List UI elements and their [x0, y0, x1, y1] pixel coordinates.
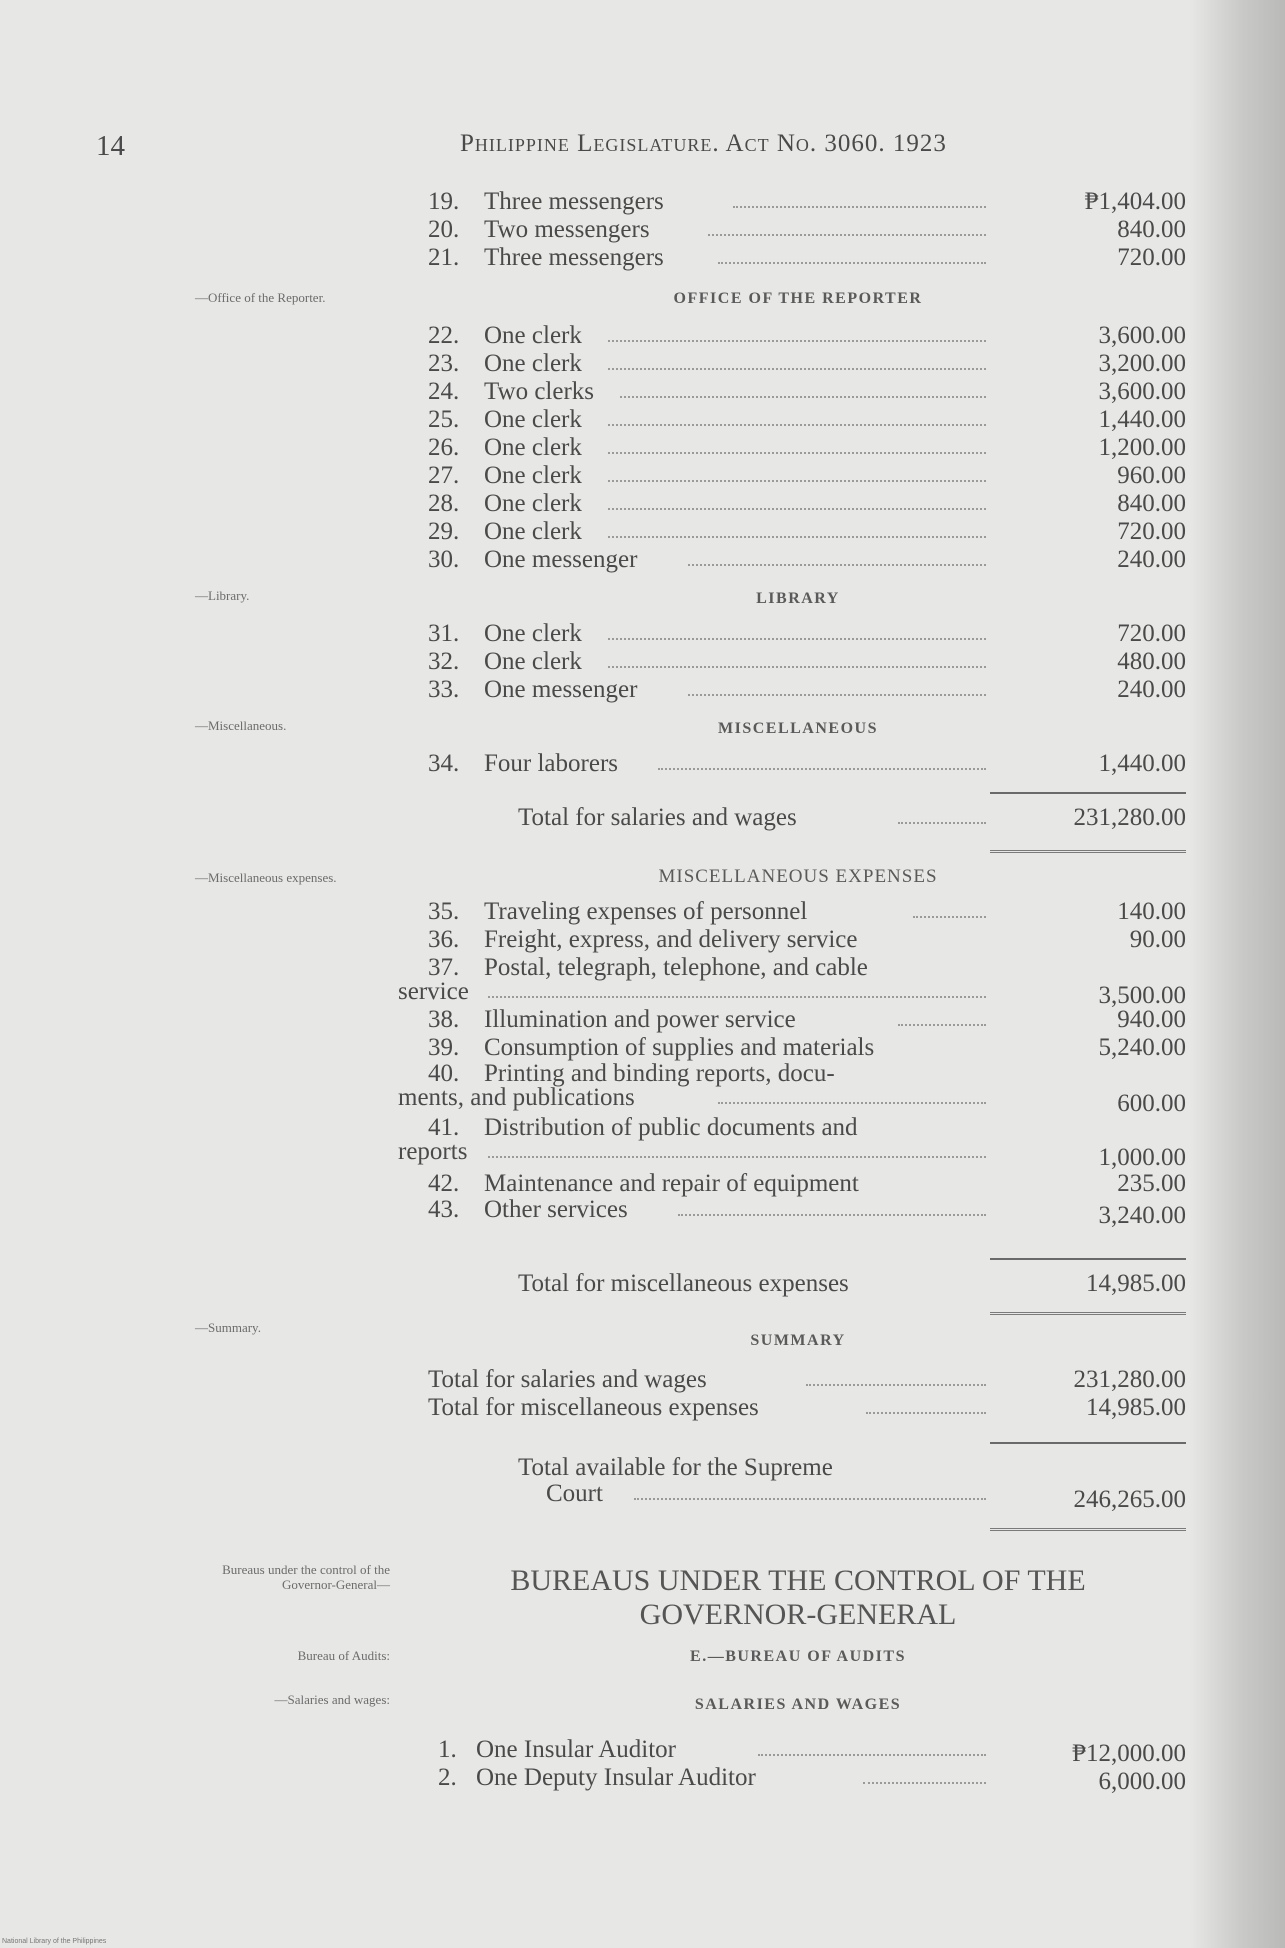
margin-note-salaries: —Salaries and wages: — [274, 1692, 390, 1707]
subtotal-rule — [990, 792, 1186, 794]
list-item: 38. Illumination and power service 940.00 — [428, 1006, 1186, 1033]
total-double-rule — [990, 850, 1186, 856]
margin-note-library: —Library. — [195, 588, 250, 603]
section-heading-summary: SUMMARY — [750, 1332, 846, 1349]
running-head: Philippine Legislature. Act No. 3060. 1923 — [460, 130, 947, 157]
margin-note-summary: —Summary. — [195, 1320, 261, 1335]
list-item: 42. Maintenance and repair of equipment 235.00 — [428, 1170, 1186, 1197]
list-item: 2. One Deputy Insular Auditor 6,000.00 — [438, 1764, 1186, 1795]
list-item: 1. One Insular Auditor ₱12,000.00 — [438, 1736, 1186, 1767]
total-row: Total for salaries and wages 231,280.00 — [518, 804, 1186, 831]
page-number: 14 — [96, 130, 125, 162]
subtotal-rule — [990, 1442, 1186, 1444]
bureaus-title-line-2: GOVERNOR-GENERAL — [639, 1598, 957, 1631]
page-header — [0, 130, 1285, 164]
list-item: 24. Two clerks 3,600.00 — [428, 378, 1186, 405]
list-item: 36. Freight, express, and delivery service 90.00 — [428, 926, 1186, 953]
list-item: 41. Distribution of public documents and — [428, 1114, 858, 1141]
list-item: 40. Printing and binding reports, docu- — [428, 1060, 835, 1087]
list-item: 27. One clerk 960.00 — [428, 462, 1186, 489]
list-item: 37. Postal, telegraph, telephone, and cable — [428, 954, 868, 981]
list-item: 21. Three messengers 720.00 — [428, 244, 1186, 271]
list-item: 28. One clerk 840.00 — [428, 490, 1186, 517]
list-item-continuation: ments, and publications 600.00 — [398, 1084, 1186, 1117]
list-item-continuation: service 3,500.00 — [398, 978, 1186, 1009]
list-item: 39. Consumption of supplies and materials 5,240.00 — [428, 1034, 1186, 1061]
total-row: Total for miscellaneous expenses 14,985.00 — [518, 1270, 1186, 1297]
margin-note-bureaus: Bureaus under the control of the Governor-General— — [222, 1562, 390, 1592]
section-heading-misc-expenses: MISCELLANEOUS EXPENSES — [658, 866, 938, 887]
list-item: 25. One clerk 1,440.00 — [428, 406, 1186, 433]
total-double-rule — [990, 1312, 1186, 1318]
margin-note-audits: Bureau of Audits: — [297, 1648, 390, 1663]
section-heading-bureau-of-audits: E.—BUREAU OF AUDITS — [690, 1648, 906, 1665]
list-item: 43. Other services 3,240.00 — [428, 1196, 1186, 1229]
list-item: 23. One clerk 3,200.00 — [428, 350, 1186, 377]
section-heading-library: LIBRARY — [756, 590, 840, 607]
section-heading-miscellaneous: MISCELLANEOUS — [718, 720, 878, 737]
list-item: 35. Traveling expenses of personnel 140.00 — [428, 898, 1186, 925]
bureaus-title-line-1: BUREAUS UNDER THE CONTROL OF THE — [510, 1564, 1086, 1597]
list-item: 33. One messenger 240.00 — [428, 676, 1186, 703]
list-item: 22. One clerk 3,600.00 — [428, 322, 1186, 349]
list-item: 30. One messenger 240.00 — [428, 546, 1186, 573]
grand-total-row: Total available for the Supreme — [518, 1454, 833, 1481]
margin-note-reporter: —Office of the Reporter. — [195, 290, 326, 305]
list-item: 31. One clerk 720.00 — [428, 620, 1186, 647]
total-double-rule — [990, 1528, 1186, 1534]
summary-row: Total for salaries and wages 231,280.00 — [428, 1366, 1186, 1393]
section-heading-reporter: OFFICE OF THE REPORTER — [673, 290, 923, 307]
list-item: 19. Three messengers ₱1,404.00 — [428, 188, 1186, 215]
scan-footer: National Library of the Philippines — [2, 1938, 107, 1945]
summary-row: Total for miscellaneous expenses 14,985.00 — [428, 1394, 1186, 1421]
list-item: 29. One clerk 720.00 — [428, 518, 1186, 545]
grand-total-continuation: Court 246,265.00 — [546, 1480, 1186, 1513]
section-heading-salaries-and-wages: SALARIES AND WAGES — [694, 1696, 902, 1713]
list-item: 26. One clerk 1,200.00 — [428, 434, 1186, 461]
margin-note-miscellaneous: —Miscellaneous. — [195, 718, 287, 733]
list-item: 32. One clerk 480.00 — [428, 648, 1186, 675]
margin-note-misc-expenses: —Miscellaneous expenses. — [195, 870, 337, 885]
subtotal-rule — [990, 1258, 1186, 1260]
list-item-continuation: reports 1,000.00 — [398, 1138, 1186, 1171]
list-item: 20. Two messengers 840.00 — [428, 216, 1186, 243]
list-item: 34. Four laborers 1,440.00 — [428, 750, 1186, 777]
